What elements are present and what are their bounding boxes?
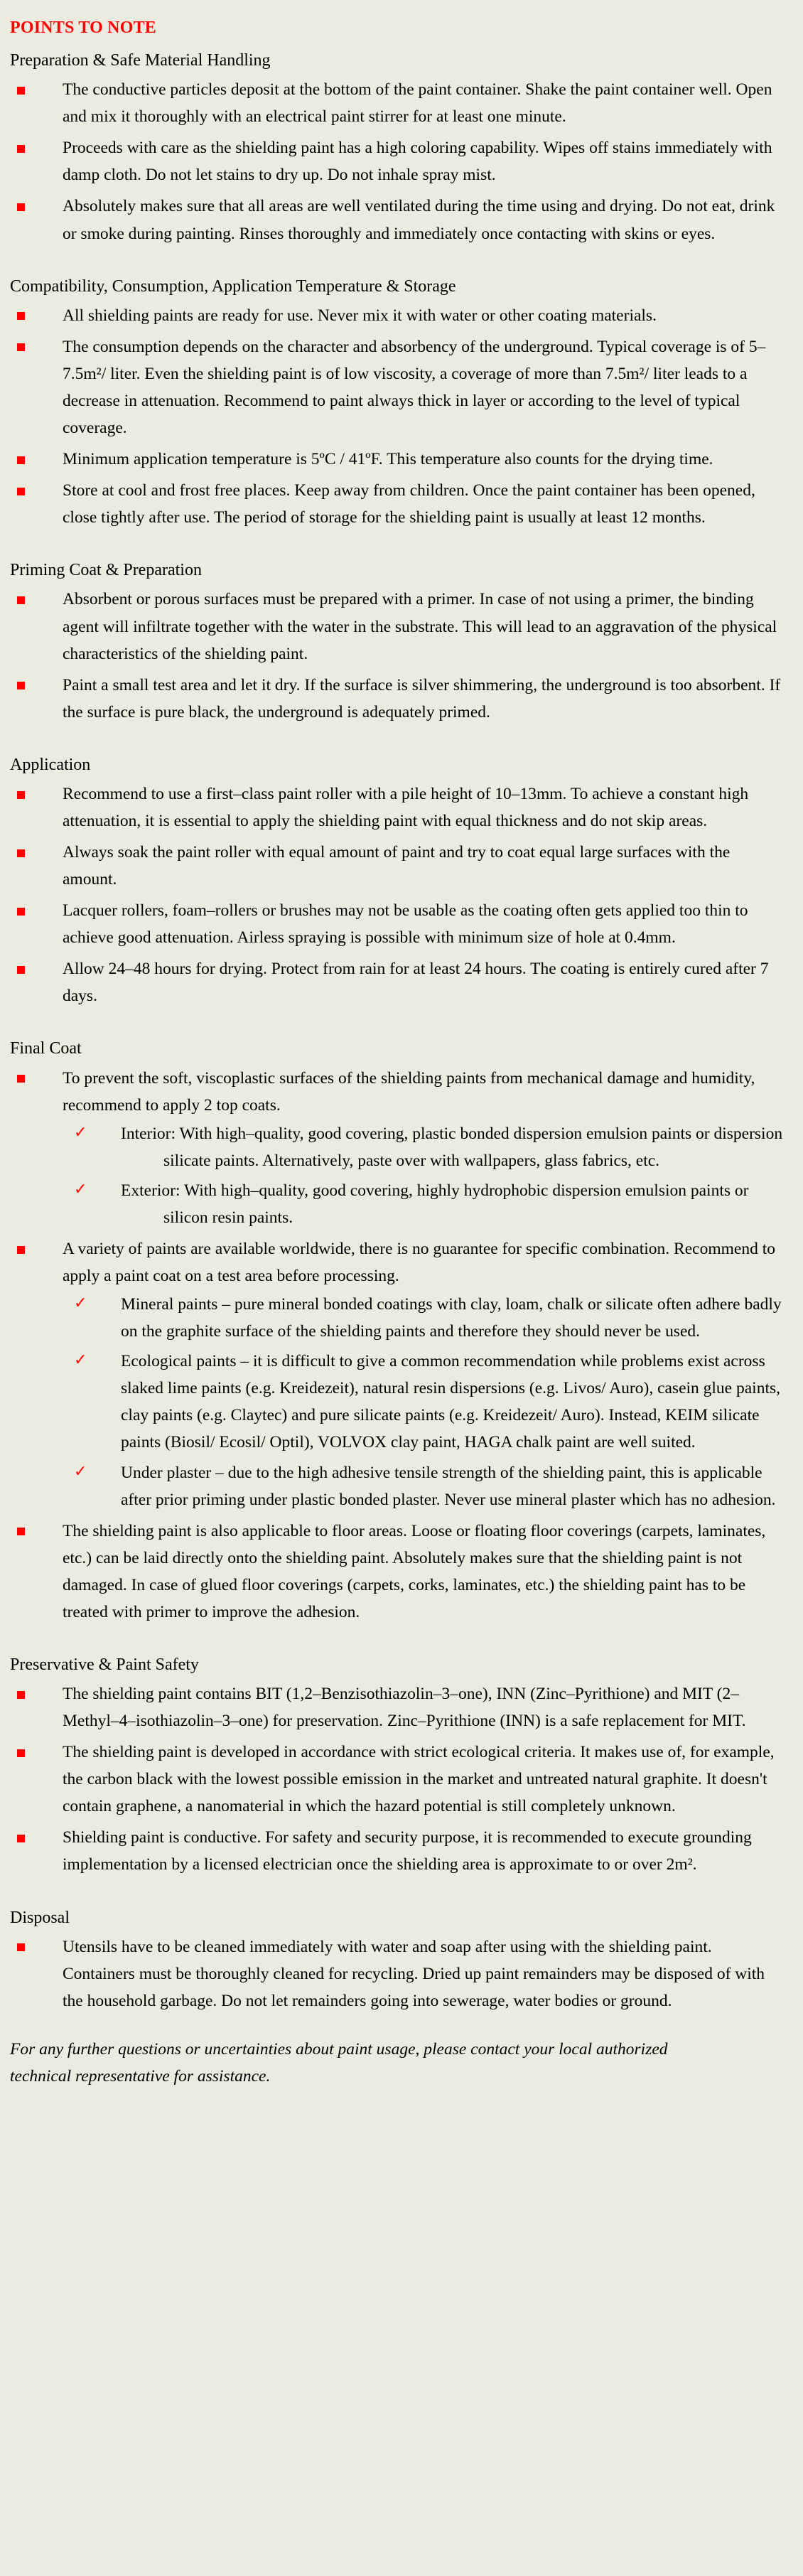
bullet-item (7, 897, 787, 951)
red-checkmark-icon: ✓ (74, 1123, 87, 1142)
bullet-list (7, 1065, 787, 1626)
bullet-text: A variety of paints are available worldwide, there is no guarantee for specific combination. Recommend to apply a paint coat on a test area before processing. (63, 1240, 775, 1286)
bullet-item (7, 302, 787, 329)
section-spacer (7, 730, 787, 754)
bullet-list (7, 1933, 787, 2014)
bullet-text: Absorbent or porous surfaces must be prepared with a primer. In case of not using a primer, the binding agent will infiltrate together with the water in the substrate. This will lead to an aggravation of the physical characteristics of the shielding paint. (63, 590, 777, 663)
section-heading: Disposal (10, 1908, 70, 1927)
subbullet-text: Interior: With high–quality, good covering, plastic bonded dispersion emulsion paints or dispersion silicate paints. Alternatively, paste over with wallpapers, glass fabrics, etc. (121, 1124, 783, 1170)
subbullet-list (63, 1291, 787, 1513)
bullet-text: To prevent the soft, viscoplastic surfaces of the shielding paints from mechanical damage and humidity, recommend to apply 2 top coats. (63, 1068, 755, 1115)
section (7, 276, 787, 532)
bullet-list (7, 586, 787, 725)
red-square-bullet-icon (17, 1749, 25, 1757)
subbullet-item (63, 1459, 787, 1513)
sections-container (7, 50, 787, 2014)
subbullet-text: Mineral paints – pure mineral bonded coatings with clay, loam, chalk or silicate often adhere badly on the graphite surface of the shielding paints and therefore they should never be used. (121, 1295, 782, 1341)
section-spacer (7, 1883, 787, 1907)
subbullet-item (63, 1291, 787, 1345)
red-checkmark-icon: ✓ (74, 1462, 87, 1481)
section (7, 1038, 787, 1625)
bullet-item (7, 1739, 787, 1820)
bullet-list (7, 1680, 787, 1878)
red-square-bullet-icon (17, 145, 25, 153)
red-square-bullet-icon (17, 1075, 25, 1083)
subbullet-text: Ecological paints – it is difficult to give a common recommendation while problems exist across slaked lime paints (e.g. Kreidezeit), natural resin dispersions (e.g. Livos/ Auro), casein glue paints, clay paints (e.g. Claytec) and pure silicate paints (e.g. Kreidezeit/ Auro). Instead, KEIM silicate paints (Biosil/ Ecosil/ Optil), VOLVOX clay paint, HAGA chalk paint are well suited. (121, 1352, 780, 1452)
bullet-text: The conductive particles deposit at the bottom of the paint container. Shake the paint container well. Open and mix it thoroughly with an electrical paint stirrer for at least one minute. (63, 80, 772, 127)
red-square-bullet-icon (17, 1528, 25, 1535)
red-checkmark-icon: ✓ (74, 1294, 87, 1313)
bullet-item (7, 76, 787, 130)
bullet-text: Allow 24–48 hours for drying. Protect from rain for at least 24 hours. The coating is entirely cured after 7 days. (63, 960, 769, 1006)
bullet-item (7, 839, 787, 893)
bullet-item (7, 586, 787, 667)
red-square-bullet-icon (17, 1835, 25, 1842)
bullet-item (7, 1518, 787, 1626)
red-square-bullet-icon (17, 908, 25, 916)
section (7, 754, 787, 1010)
section-spacer (7, 1014, 787, 1038)
bullet-text: All shielding paints are ready for use. Never mix it with water or other coating materials. (63, 306, 657, 325)
red-square-bullet-icon (17, 596, 25, 604)
subbullet-text: Under plaster – due to the high adhesive tensile strength of the shielding paint, this is applicable after prior priming under plastic bonded plaster. Never use mineral plaster which has no adhesion. (121, 1463, 776, 1509)
subbullet-item (63, 1177, 787, 1231)
bullet-list (7, 780, 787, 1010)
section-spacer (7, 1630, 787, 1654)
red-square-bullet-icon (17, 849, 25, 857)
red-square-bullet-icon (17, 312, 25, 320)
section (7, 50, 787, 247)
bullet-item (7, 134, 787, 188)
subbullet-text: Exterior: With high–quality, good covering, highly hydrophobic dispersion emulsion paints or silicon resin paints. (121, 1181, 749, 1227)
section-heading: Preparation & Safe Material Handling (10, 51, 271, 70)
bullet-text: Minimum application temperature is 5ºC / 41ºF. This temperature also counts for the drying time. (63, 450, 713, 469)
bullet-text: Always soak the paint roller with equal amount of paint and try to coat equal large surfaces with the amount. (63, 843, 731, 889)
bullet-list (7, 76, 787, 247)
red-checkmark-icon: ✓ (74, 1351, 87, 1370)
bullet-item (7, 446, 787, 473)
red-square-bullet-icon (17, 456, 25, 464)
bullet-text: Absolutely makes sure that all areas are well ventilated during the time using and drying. Do not eat, drink or smoke during painting. Rinses thoroughly and immediately once contacting with skins or eyes. (63, 197, 775, 243)
red-square-bullet-icon (17, 1943, 25, 1951)
red-square-bullet-icon (17, 966, 25, 974)
red-square-bullet-icon (17, 343, 25, 351)
red-square-bullet-icon (17, 791, 25, 799)
subbullet-item (63, 1120, 787, 1174)
bullet-item (7, 672, 787, 726)
bullet-item (7, 1065, 787, 1231)
bullet-text: Paint a small test area and let it dry. If the surface is silver shimmering, the underground is too absorbent. If the surface is pure black, the underground is adequately primed. (63, 675, 781, 721)
section-spacer (7, 252, 787, 276)
bullet-text: Utensils have to be cleaned immediately with water and soap after using with the shielding paint. Containers must be thoroughly cleaned for recycling. Dried up paint remainders may be disposed of with the household garbage. Do not let remainders going into sewerage, water bodies or ground. (63, 1937, 765, 2010)
bullet-item (7, 333, 787, 441)
red-square-bullet-icon (17, 1246, 25, 1254)
bullet-text: Lacquer rollers, foam–rollers or brushes may not be usable as the coating often gets applied too thin to achieve good attenuation. Airless spraying is possible with minimum size of hole at 0.4mm. (63, 901, 748, 948)
red-square-bullet-icon (17, 488, 25, 495)
section-heading: Priming Coat & Preparation (10, 561, 202, 580)
bullet-text: The shielding paint is also applicable to floor areas. Loose or floating floor coverings (carpets, laminates, etc.) can be laid directly onto the shielding paint. Absolutely makes sure that the shielding paint is not damaged. In case of glued floor coverings (carpets, corks, laminates, etc.) the shielding paint has to be treated with primer to improve the adhesion. (63, 1521, 766, 1621)
bullet-item (7, 1680, 787, 1734)
bullet-item (7, 1235, 787, 1513)
bullet-item (7, 1824, 787, 1878)
section (7, 1654, 787, 1879)
red-checkmark-icon: ✓ (74, 1180, 87, 1198)
subbullet-item (63, 1348, 787, 1456)
bullet-item (7, 780, 787, 834)
red-square-bullet-icon (17, 203, 25, 211)
section-spacer (7, 535, 787, 559)
bullet-text: The shielding paint contains BIT (1,2–Benzisothiazolin–3–one), INN (Zinc–Pyrithione) and MIT (2–Methyl–4–isothiazolin–3–one) for preservation. Zinc–Pyrithione (INN) is a safe replacement for MIT. (63, 1685, 746, 1731)
section-heading: Application (10, 755, 91, 774)
page-title: POINTS TO NOTE (10, 18, 156, 37)
bullet-item (7, 477, 787, 531)
bullet-item (7, 1933, 787, 2014)
bullet-item (7, 955, 787, 1009)
bullet-text: Store at cool and frost free places. Keep away from children. Once the paint container has been opened, close tightly after use. The period of storage for the shielding paint is usually at least 12 months. (63, 481, 755, 527)
bullet-text: Proceeds with care as the shielding paint has a high coloring capability. Wipes off stains immediately with damp cloth. Do not let stains to dry up. Do not inhale spray mist. (63, 139, 772, 185)
bullet-text: The shielding paint is developed in accordance with strict ecological criteria. It makes use of, for example, the carbon black with the lowest possible emission in the market and untreated natural graphite. It doesn't contain graphene, a nanomaterial in which the hazard potential is still completely unknown. (63, 1743, 775, 1816)
bullet-text: The consumption depends on the character and absorbency of the underground. Typical coverage is of 5–7.5m²/ liter. Even the shielding paint is of low viscosity, a coverage of more than 7.5m²/ liter leads to a decrease in attenuation. Recommend to paint always thick in layer or according to the level of typical coverage. (63, 337, 766, 437)
section-heading: Preservative & Paint Safety (10, 1655, 199, 1674)
bullet-text: Recommend to use a first–class paint roller with a pile height of 10–13mm. To achieve a constant high attenuation, it is essential to apply the shielding paint with equal thickness and do not skip areas. (63, 784, 749, 830)
section (7, 1907, 787, 2014)
red-square-bullet-icon (17, 87, 25, 95)
closing-note: For any further questions or uncertainties about paint usage, please contact your local authorized technical representative for assistance. (10, 2039, 668, 2086)
section-heading: Compatibility, Consumption, Application Temperature & Storage (10, 277, 456, 296)
red-square-bullet-icon (17, 682, 25, 689)
section-heading: Final Coat (10, 1039, 82, 1058)
bullet-list (7, 302, 787, 532)
subbullet-list (63, 1120, 787, 1231)
red-square-bullet-icon (17, 1691, 25, 1699)
bullet-text: Shielding paint is conductive. For safety and security purpose, it is recommended to execute grounding implementation by a licensed electrician once the shielding area is approximate to or over 2m². (63, 1828, 752, 1874)
section (7, 559, 787, 726)
bullet-item (7, 193, 787, 247)
